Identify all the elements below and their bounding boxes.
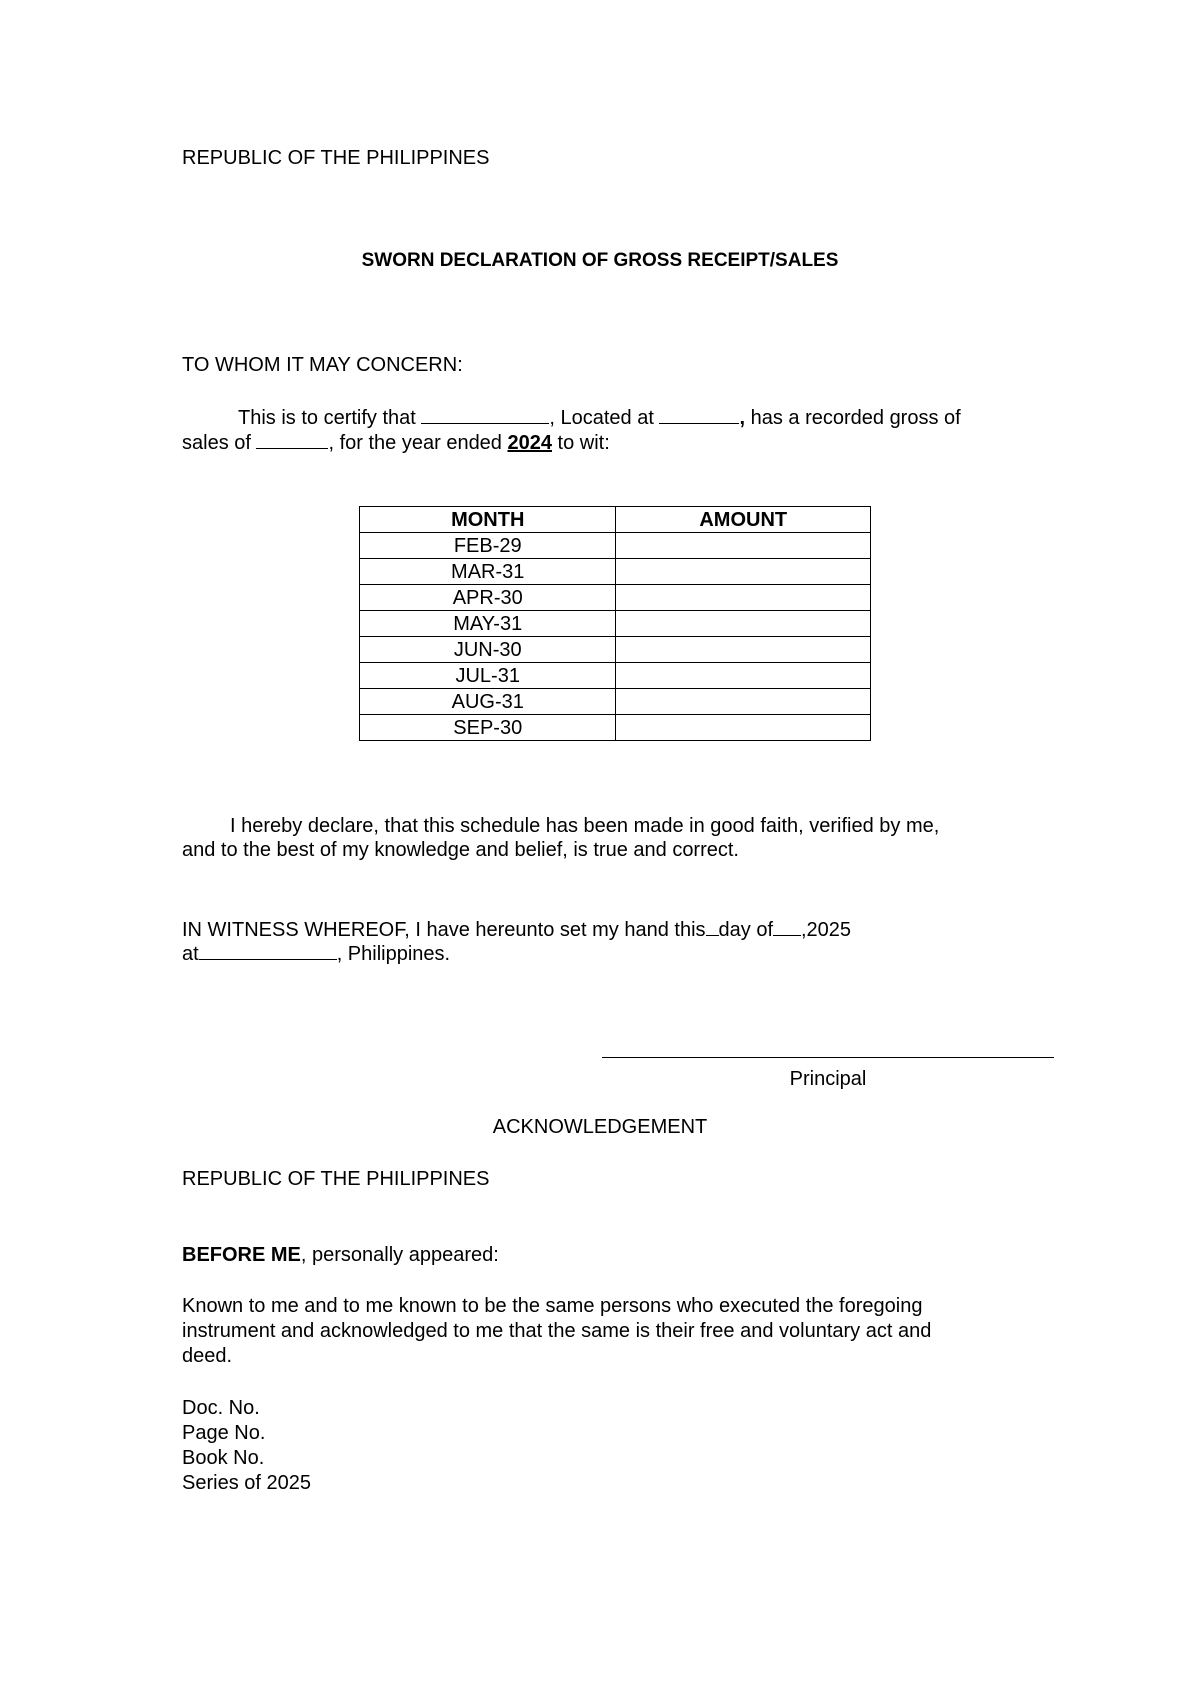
witness-text: day of <box>718 919 773 941</box>
amount-cell[interactable] <box>616 533 871 559</box>
signature-line[interactable] <box>602 1057 1054 1058</box>
year-value: 2024 <box>507 432 552 454</box>
certify-comma: , <box>739 407 746 429</box>
table-row <box>360 689 871 715</box>
month-cell: SEP-30 <box>360 715 616 741</box>
before-me-line <box>182 1243 499 1267</box>
doc-no: Doc. No. <box>182 1397 260 1419</box>
amount-cell[interactable] <box>616 637 871 663</box>
amount-cell[interactable] <box>616 559 871 585</box>
republic-header: REPUBLIC OF THE PHILIPPINES <box>182 147 490 169</box>
month-header: MONTH <box>360 507 616 533</box>
day-blank[interactable] <box>706 916 719 936</box>
ack-republic-header: REPUBLIC OF THE PHILIPPINES <box>182 1168 490 1190</box>
series-no: Series of 2025 <box>182 1472 311 1494</box>
table-row <box>360 585 871 611</box>
appeared-text: , personally appeared: <box>300 1244 499 1266</box>
place-blank[interactable] <box>199 940 337 960</box>
acknowledgement-title: ACKNOWLEDGEMENT <box>492 1116 708 1138</box>
month-cell: FEB-29 <box>360 533 616 559</box>
known-line-2: instrument and acknowledged to me that the same is their free and voluntary act and <box>182 1320 932 1342</box>
declare-line-1: I hereby declare, that this schedule has been made in good faith, verified by me, <box>230 815 940 837</box>
month-cell: AUG-31 <box>360 689 616 715</box>
witness-text: at <box>182 943 199 965</box>
witness-text: ,2025 <box>801 919 852 941</box>
certify-text: , Located at <box>549 407 660 429</box>
amount-cell[interactable] <box>616 585 871 611</box>
book-no: Book No. <box>182 1447 265 1469</box>
amount-header: AMOUNT <box>616 507 871 533</box>
table-row <box>360 611 871 637</box>
month-cell: APR-30 <box>360 585 616 611</box>
name-blank[interactable] <box>421 404 549 424</box>
sales-blank[interactable] <box>256 429 328 449</box>
table-row <box>360 533 871 559</box>
witness-line-2 <box>182 940 450 966</box>
month-cell: MAY-31 <box>360 611 616 637</box>
sales-schedule-table <box>359 506 871 741</box>
month-cell: JUL-31 <box>360 663 616 689</box>
witness-line-1 <box>182 916 851 942</box>
known-line-1: Known to me and to me known to be the same persons who executed the foregoing <box>182 1295 923 1317</box>
amount-cell[interactable] <box>616 611 871 637</box>
amount-cell[interactable] <box>616 689 871 715</box>
table-row <box>360 715 871 741</box>
certify-text: This is to certify that <box>238 407 422 429</box>
table-row <box>360 637 871 663</box>
certify-text: to wit: <box>552 432 610 454</box>
before-me-label: BEFORE ME <box>182 1244 301 1266</box>
certify-line-1 <box>238 404 961 430</box>
declare-line-2: and to the best of my knowledge and belief, is true and correct. <box>182 839 739 861</box>
page-no: Page No. <box>182 1422 266 1444</box>
table-row <box>360 559 871 585</box>
principal-label: Principal <box>789 1068 867 1090</box>
location-blank[interactable] <box>659 404 739 424</box>
amount-cell[interactable] <box>616 663 871 689</box>
witness-text: , Philippines. <box>336 943 451 965</box>
document-title: SWORN DECLARATION OF GROSS RECEIPT/SALES <box>361 250 839 271</box>
month-cell: JUN-30 <box>360 637 616 663</box>
certify-text: sales of <box>182 432 257 454</box>
certify-text: , for the year ended <box>328 432 508 454</box>
table-row <box>360 663 871 689</box>
certify-line-2 <box>182 429 610 455</box>
certify-text: has a recorded gross of <box>745 407 961 429</box>
salutation: TO WHOM IT MAY CONCERN: <box>182 354 463 376</box>
amount-cell[interactable] <box>616 715 871 741</box>
month-cell: MAR-31 <box>360 559 616 585</box>
table-header-row <box>360 507 871 533</box>
known-line-3: deed. <box>182 1345 233 1367</box>
month-blank[interactable] <box>773 916 801 936</box>
witness-text: IN WITNESS WHEREOF, I have hereunto set my hand this <box>182 919 706 941</box>
